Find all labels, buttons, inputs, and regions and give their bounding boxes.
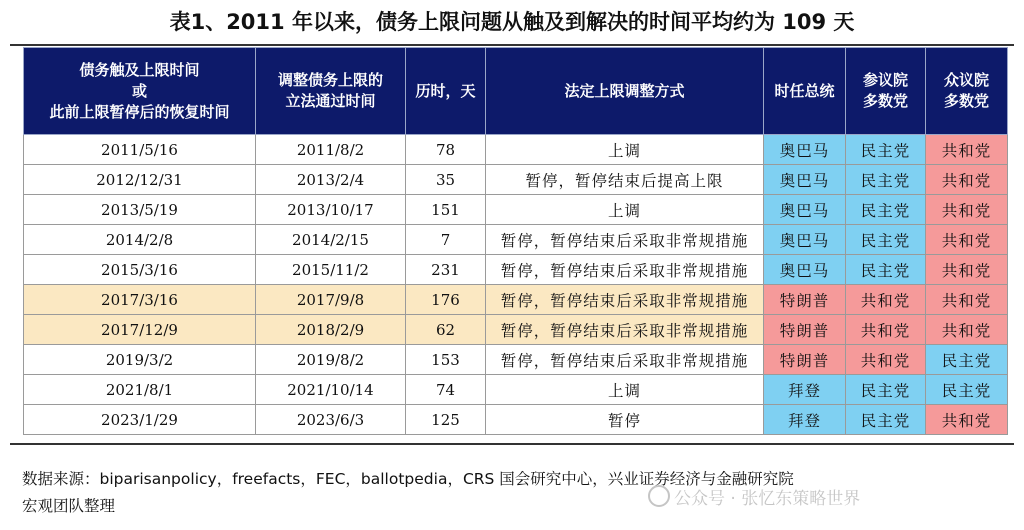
- cell-house: 民主党: [926, 345, 1008, 375]
- cell-president: 奥巴马: [764, 165, 846, 195]
- cell-house: 共和党: [926, 255, 1008, 285]
- cell-senate: 共和党: [846, 285, 926, 315]
- header-hit-date-line: 债务触及上限时间: [79, 60, 200, 79]
- cell-passed-date: 2013/10/17: [256, 195, 406, 225]
- cell-days: 125: [406, 405, 486, 435]
- table-bottom-divider: [10, 443, 1014, 445]
- cell-president: 特朗普: [764, 345, 846, 375]
- cell-passed-date: 2018/2/9: [256, 315, 406, 345]
- wechat-icon: [648, 485, 670, 507]
- cell-president: 奥巴马: [764, 195, 846, 225]
- cell-passed-date: 2011/8/2: [256, 135, 406, 165]
- cell-method: 暂停，暂停结束后采取非常规措施: [486, 315, 764, 345]
- header-senate-line: 参议院: [862, 71, 908, 89]
- cell-days: 7: [406, 225, 486, 255]
- cell-house: 共和党: [926, 285, 1008, 315]
- cell-method: 暂停，暂停结束后提高上限: [486, 165, 764, 195]
- cell-hit-date: 2019/3/2: [24, 345, 256, 375]
- header-hit-date: [24, 48, 256, 135]
- header-method-line: 法定上限调整方式: [564, 81, 685, 100]
- cell-days: 231: [406, 255, 486, 285]
- header-passed-date-line: 调整债务上限的: [277, 71, 383, 89]
- cell-days: 176: [406, 285, 486, 315]
- table-row: [24, 165, 1008, 195]
- cell-president: 奥巴马: [764, 135, 846, 165]
- header-senate-line: 多数党: [862, 92, 908, 110]
- cell-senate: 民主党: [846, 165, 926, 195]
- cell-senate: 民主党: [846, 255, 926, 285]
- cell-president: 拜登: [764, 405, 846, 435]
- cell-method: 上调: [486, 135, 764, 165]
- cell-senate: 民主党: [846, 135, 926, 165]
- cell-passed-date: 2019/8/2: [256, 345, 406, 375]
- cell-passed-date: 2013/2/4: [256, 165, 406, 195]
- table-row: [24, 225, 1008, 255]
- cell-senate: 民主党: [846, 195, 926, 225]
- header-president: [764, 48, 846, 135]
- table-row: [24, 405, 1008, 435]
- cell-hit-date: 2023/1/29: [24, 405, 256, 435]
- cell-house: 民主党: [926, 375, 1008, 405]
- cell-days: 35: [406, 165, 486, 195]
- cell-days: 153: [406, 345, 486, 375]
- source-line-1: 数据来源：biparisanpolicy，freefacts，FEC，ballotpedia，CRS 国会研究中心，兴业证券经济与金融研究院: [22, 470, 794, 488]
- cell-passed-date: 2021/10/14: [256, 375, 406, 405]
- cell-hit-date: 2017/3/16: [24, 285, 256, 315]
- cell-house: 共和党: [926, 225, 1008, 255]
- cell-passed-date: 2014/2/15: [256, 225, 406, 255]
- cell-hit-date: 2014/2/8: [24, 225, 256, 255]
- watermark-text: 公众号 · 张忆东策略世界: [674, 489, 861, 509]
- cell-passed-date: 2017/9/8: [256, 285, 406, 315]
- cell-president: 奥巴马: [764, 225, 846, 255]
- cell-passed-date: 2015/11/2: [256, 255, 406, 285]
- header-passed-date: [256, 48, 406, 135]
- watermark: [648, 484, 860, 509]
- cell-days: 62: [406, 315, 486, 345]
- cell-president: 奥巴马: [764, 255, 846, 285]
- cell-president: 特朗普: [764, 285, 846, 315]
- cell-method: 上调: [486, 195, 764, 225]
- cell-hit-date: 2012/12/31: [24, 165, 256, 195]
- source-line-2: 宏观团队整理: [22, 497, 116, 515]
- header-row: [24, 48, 1008, 135]
- header-house: [926, 48, 1008, 135]
- cell-hit-date: 2017/12/9: [24, 315, 256, 345]
- cell-senate: 民主党: [846, 405, 926, 435]
- table-row: [24, 255, 1008, 285]
- cell-days: 78: [406, 135, 486, 165]
- header-method: [486, 48, 764, 135]
- table-row: [24, 375, 1008, 405]
- header-senate: [846, 48, 926, 135]
- header-passed-date-line: 立法通过时间: [285, 92, 376, 110]
- cell-hit-date: 2013/5/19: [24, 195, 256, 225]
- cell-hit-date: 2011/5/16: [24, 135, 256, 165]
- cell-hit-date: 2021/8/1: [24, 375, 256, 405]
- source-note: [22, 466, 1012, 520]
- cell-president: 特朗普: [764, 315, 846, 345]
- cell-senate: 民主党: [846, 225, 926, 255]
- cell-house: 共和党: [926, 135, 1008, 165]
- table-row: [24, 135, 1008, 165]
- cell-house: 共和党: [926, 195, 1008, 225]
- cell-method: 暂停，暂停结束后采取非常规措施: [486, 345, 764, 375]
- cell-senate: 共和党: [846, 315, 926, 345]
- cell-hit-date: 2015/3/16: [24, 255, 256, 285]
- cell-days: 151: [406, 195, 486, 225]
- header-house-line: 众议院: [943, 71, 989, 89]
- header-house-line: 多数党: [943, 92, 989, 110]
- cell-senate: 民主党: [846, 375, 926, 405]
- cell-method: 暂停，暂停结束后采取非常规措施: [486, 285, 764, 315]
- cell-method: 暂停，暂停结束后采取非常规措施: [486, 255, 764, 285]
- table-row: [24, 315, 1008, 345]
- cell-senate: 共和党: [846, 345, 926, 375]
- table-row: [24, 345, 1008, 375]
- cell-house: 共和党: [926, 315, 1008, 345]
- cell-method: 上调: [486, 375, 764, 405]
- header-president-line: 时任总统: [774, 81, 835, 100]
- table-row: [24, 195, 1008, 225]
- header-hit-date-line: 或: [131, 81, 147, 100]
- header-days-line: 历时，天: [415, 81, 476, 100]
- table-row: [24, 285, 1008, 315]
- table-body: [24, 135, 1008, 435]
- cell-method: 暂停: [486, 405, 764, 435]
- header-hit-date-line: 此前上限暂停后的恢复时间: [49, 102, 230, 121]
- debt-ceiling-table: [23, 47, 1008, 435]
- header-days: [406, 48, 486, 135]
- cell-days: 74: [406, 375, 486, 405]
- title-divider: [10, 44, 1014, 46]
- cell-passed-date: 2023/6/3: [256, 405, 406, 435]
- cell-method: 暂停，暂停结束后采取非常规措施: [486, 225, 764, 255]
- cell-house: 共和党: [926, 165, 1008, 195]
- cell-president: 拜登: [764, 375, 846, 405]
- table-title: 表1、2011 年以来，债务上限问题从触及到解决的时间平均约为 109 天: [169, 10, 855, 34]
- cell-house: 共和党: [926, 405, 1008, 435]
